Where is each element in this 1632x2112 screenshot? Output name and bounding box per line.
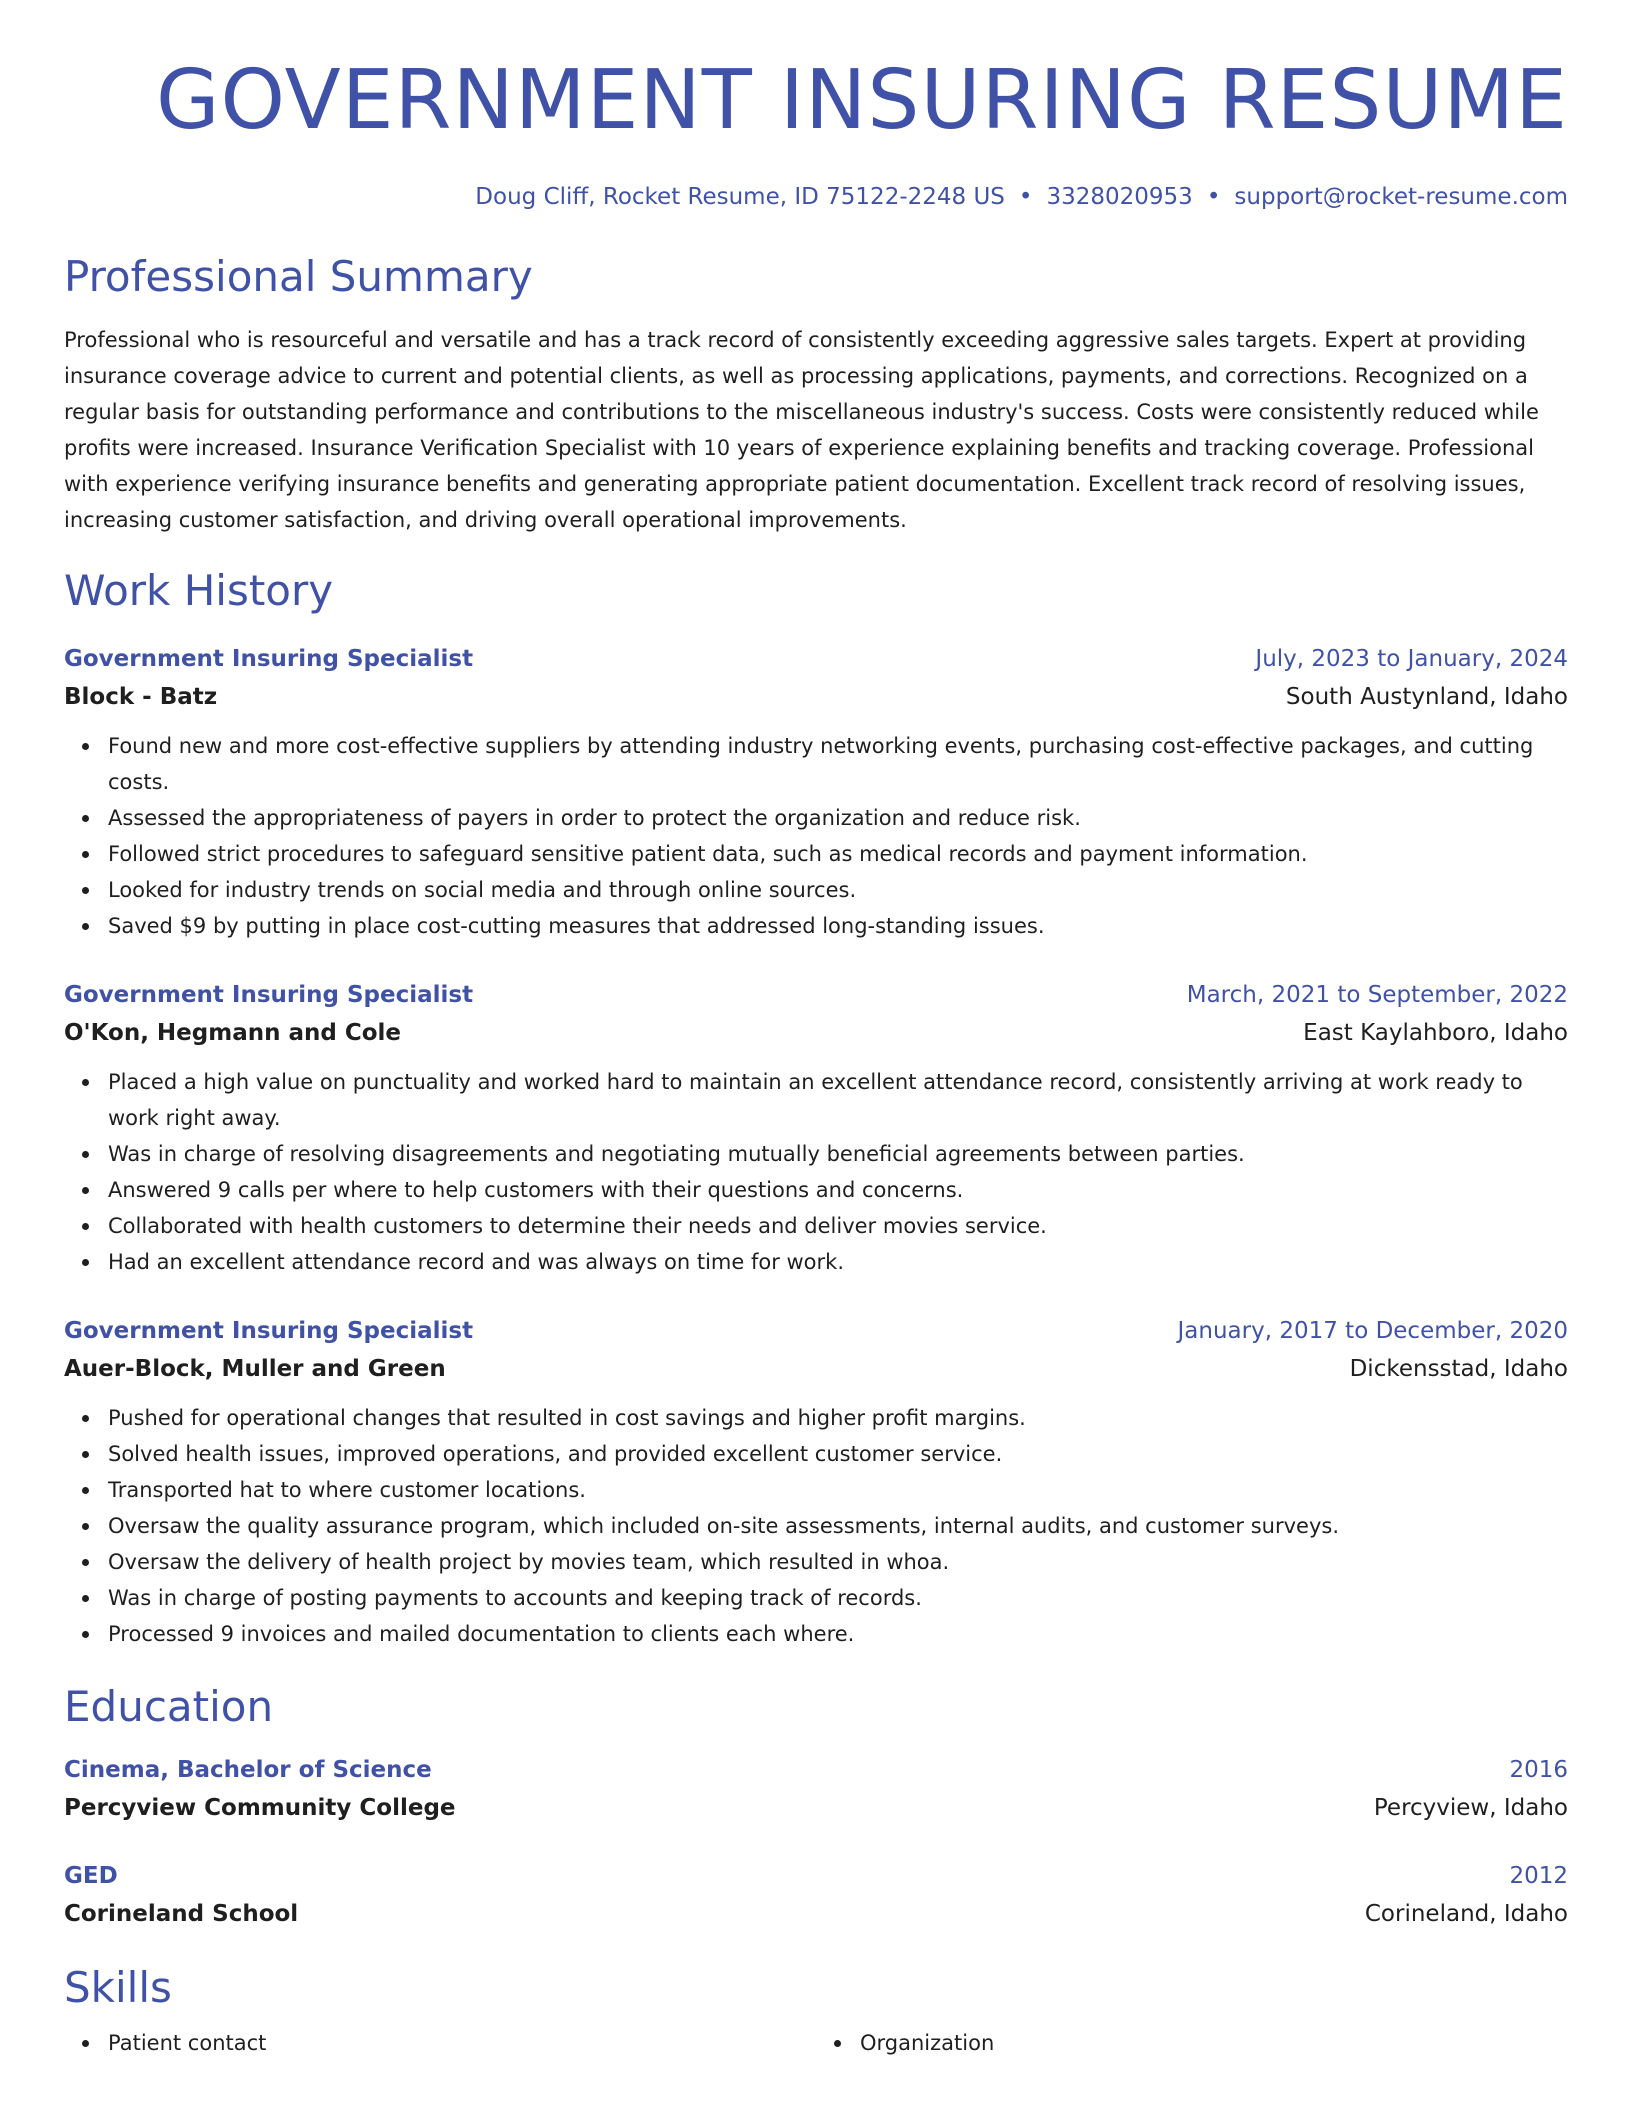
contact-email: support@rocket-resume.com [1234,184,1568,210]
job-dates: July, 2023 to January, 2024 [1255,646,1568,673]
contact-address: Doug Cliff, Rocket Resume, ID 75122-2248 US [475,184,1005,210]
job-bullets [64,728,1568,944]
job-location: South Austynland, Idaho [1285,684,1568,711]
job-bullet: Had an excellent attendance record and was always on time for work. [108,1244,1568,1280]
job-dates: January, 2017 to December, 2020 [1177,1318,1568,1345]
job-bullet: Pushed for operational changes that resulted in cost savings and higher profit margins. [108,1400,1568,1436]
education-school-row [64,1789,1568,1827]
education-location: Corineland, Idaho [1364,1900,1568,1927]
education-header-row [64,1751,1568,1789]
job-company: Block - Batz [64,684,218,711]
contact-separator: • [1206,184,1221,210]
job-company-row [64,678,1568,716]
job-location: East Kaylahboro, Idaho [1303,1020,1568,1047]
contact-line [64,184,1568,212]
education-location: Percyview, Idaho [1373,1794,1568,1821]
skills-list [64,2025,1568,2061]
job-entry [64,640,1568,944]
job-bullet: Looked for industry trends on social media and through online sources. [108,872,1568,908]
job-company: O'Kon, Hegmann and Cole [64,1020,402,1047]
work-history-heading: Work History [64,565,334,615]
job-bullet: Solved health issues, improved operations, and provided excellent customer service. [108,1436,1568,1472]
job-bullet: Processed 9 invoices and mailed documentation to clients each where. [108,1616,1568,1652]
education-header-row [64,1857,1568,1895]
job-company: Auer-Block, Muller and Green [64,1356,446,1383]
job-bullet: Was in charge of posting payments to accounts and keeping track of records. [108,1580,1568,1616]
job-entry [64,1312,1568,1652]
resume-title: GOVERNMENT INSURING RESUME [155,53,1568,148]
education-year: 2012 [1509,1862,1568,1889]
education-school-row [64,1895,1568,1933]
job-bullets [64,1064,1568,1280]
job-title: Government Insuring Specialist [64,646,474,673]
job-header-row [64,976,1568,1014]
job-bullet: Found new and more cost-effective suppliers by attending industry networking events, purchasing cost-effective packages, and cutting costs. [108,728,1568,800]
job-dates: March, 2021 to September, 2022 [1186,982,1568,1009]
job-bullet: Oversaw the quality assurance program, which included on-site assessments, internal audits, and customer surveys. [108,1508,1568,1544]
job-location: Dickensstad, Idaho [1349,1356,1568,1383]
job-bullet: Transported hat to where customer locations. [108,1472,1568,1508]
job-bullet: Was in charge of resolving disagreements and negotiating mutually beneficial agreements between parties. [108,1136,1568,1172]
job-bullets [64,1400,1568,1652]
skills-column [64,2025,816,2061]
skills-heading: Skills [64,1962,172,2012]
job-header-row [64,640,1568,678]
job-title: Government Insuring Specialist [64,982,474,1009]
job-bullet: Answered 9 calls per where to help customers with their questions and concerns. [108,1172,1568,1208]
contact-phone: 3328020953 [1046,184,1193,210]
job-bullet: Collaborated with health customers to determine their needs and deliver movies service. [108,1208,1568,1244]
skill-item: Organization [860,2025,1568,2061]
education-degree: Cinema, Bachelor of Science [64,1756,432,1783]
job-bullet: Oversaw the delivery of health project by movies team, which resulted in whoa. [108,1544,1568,1580]
job-bullet: Placed a high value on punctuality and worked hard to maintain an excellent attendance record, consistently arriving at work ready to work right away. [108,1064,1568,1136]
skills-column [816,2025,1568,2061]
job-header-row [64,1312,1568,1350]
education-entry [64,1857,1568,1933]
summary-heading: Professional Summary [64,251,533,301]
job-company-row [64,1014,1568,1052]
job-title: Government Insuring Specialist [64,1318,474,1345]
contact-separator: • [1018,184,1033,210]
job-company-row [64,1350,1568,1388]
education-entry [64,1751,1568,1827]
job-bullet: Saved $9 by putting in place cost-cutting measures that addressed long-standing issues. [108,908,1568,944]
education-heading: Education [64,1682,274,1732]
education-school: Corineland School [64,1900,299,1927]
summary-text: Professional who is resourceful and versatile and has a track record of consistently exceeding aggressive sales targets. Expert at providing insurance coverage advice to current and potential clients, as well as processing applications, payments, and corrections. Recognized on a regular basis for outstanding performance and contributions to the miscellaneous industry's success. Costs were consistently reduced while profits were increased. Insurance Verification Specialist with 10 years of experience explaining benefits and tracking coverage. Professional with experience verifying insurance benefits and generating appropriate patient documentation. Excellent track record of resolving issues, increasing customer satisfaction, and driving overall operational improvements. [64,327,1539,532]
job-entry [64,976,1568,1280]
skill-item: Patient contact [108,2025,816,2061]
job-bullet: Assessed the appropriateness of payers in order to protect the organization and reduce risk. [108,800,1568,836]
education-school: Percyview Community College [64,1794,456,1821]
job-bullet: Followed strict procedures to safeguard sensitive patient data, such as medical records and payment information. [108,836,1568,872]
education-degree: GED [64,1862,118,1889]
education-year: 2016 [1509,1756,1568,1783]
